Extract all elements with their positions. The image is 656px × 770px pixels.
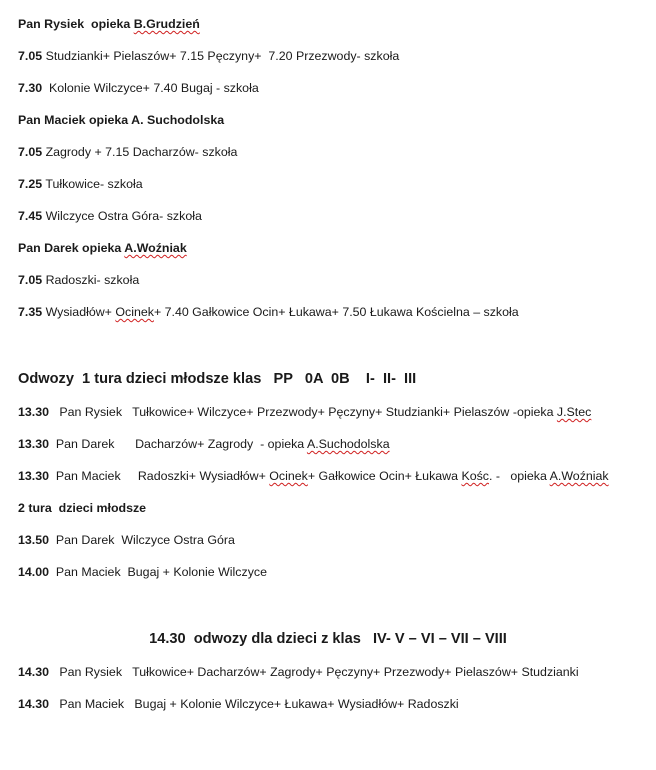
return-text: Pan Rysiek Tułkowice+ Wilczyce+ Przezwody+ Pęczyny+ Studzianki+ Pielaszów -opieka [49, 405, 557, 419]
route-text: Zagrody + 7.15 Dacharzów- szkoła [42, 145, 238, 159]
route-line [18, 272, 139, 288]
route-text: Tułkowice- szkoła [42, 177, 143, 191]
route-time: 7.45 [18, 209, 43, 223]
return-text: Pan Darek Wilczyce Ostra Góra [49, 533, 235, 547]
return-time: 13.50 [18, 533, 50, 547]
route-text: Wilczyce Ostra Góra- szkoła [42, 209, 202, 223]
return-time: 13.30 [18, 405, 50, 419]
caretaker-name: A.Woźniak [124, 241, 187, 255]
return-time: 14.00 [18, 565, 50, 579]
return-time: 13.30 [18, 437, 50, 451]
return-time: 14.30 [18, 665, 50, 679]
return2-heading: 2 tura dzieci młodsze [18, 501, 147, 515]
return-text: Pan Maciek Bugaj + Kolonie Wilczyce [49, 565, 267, 579]
route-text: Radoszki- szkoła [42, 273, 140, 287]
route-place: Ocinek [269, 469, 308, 483]
return1-heading: Odwozy 1 tura dzieci młodsze klas PP 0A 0B I- II- III [18, 371, 417, 387]
return-line [18, 436, 390, 452]
morning-darek-heading [18, 240, 187, 256]
route-time: 7.05 [18, 49, 43, 63]
heading-text: Pan Rysiek opieka [18, 17, 134, 31]
route-time: 7.30 [18, 81, 43, 95]
route-line [18, 176, 143, 192]
route-line [18, 48, 399, 64]
route-line [18, 304, 519, 320]
return-text: Pan Maciek Bugaj + Kolonie Wilczyce+ Łukawa+ Wysiadłów+ Radoszki [49, 697, 459, 711]
route-time: 7.35 [18, 305, 43, 319]
route-line [18, 80, 259, 96]
caretaker-name: J.Stec [556, 405, 592, 419]
return-time: 13.30 [18, 469, 50, 483]
return-line [18, 404, 591, 420]
route-time: 7.05 [18, 273, 43, 287]
route-line [18, 208, 202, 224]
route-text: + 7.40 Gałkowice Ocin+ Łukawa+ 7.50 Łukawa Kościelna – szkoła [153, 305, 519, 319]
return-text: Pan Rysiek Tułkowice+ Dacharzów+ Zagrody+ Pęczyny+ Przezwody+ Pielaszów+ Studzianki [49, 665, 579, 679]
route-text: Kolonie Wilczyce+ 7.40 Bugaj - szkoła [42, 81, 259, 95]
caretaker-name: A.Woźniak [549, 469, 609, 483]
caretaker-name: A.Suchodolska [306, 437, 390, 451]
return-text: + Gałkowice Ocin+ Łukawa [307, 469, 462, 483]
return-text: Pan Maciek Radoszki+ Wysiadłów+ [49, 469, 270, 483]
return-text: Pan Darek Dacharzów+ Zagrody - opieka [49, 437, 307, 451]
route-time: 7.25 [18, 177, 43, 191]
morning-maciek-heading: Pan Maciek opieka A. Suchodolska [18, 113, 225, 127]
route-text: Wysiadłów+ [42, 305, 116, 319]
return-line [18, 532, 235, 548]
route-place: Ocinek [115, 305, 154, 319]
return-line [18, 664, 579, 680]
heading-text: Pan Darek opieka [18, 241, 125, 255]
route-text: Studzianki+ Pielaszów+ 7.15 Pęczyny+ 7.20 Przezwody- szkoła [42, 49, 400, 63]
route-time: 7.05 [18, 145, 43, 159]
route-place: Kośc [461, 469, 489, 483]
return-line [18, 468, 609, 484]
morning-rysiek-heading [18, 16, 200, 32]
return-line [18, 564, 267, 580]
caretaker-name: B.Grudzień [133, 17, 200, 31]
return3-heading: 14.30 odwozy dla dzieci z klas IV- V – VI – VII – VIII [149, 631, 507, 647]
return-time: 14.30 [18, 697, 50, 711]
return-text: . - opieka [489, 469, 550, 483]
return-line [18, 696, 459, 712]
route-line [18, 144, 237, 160]
